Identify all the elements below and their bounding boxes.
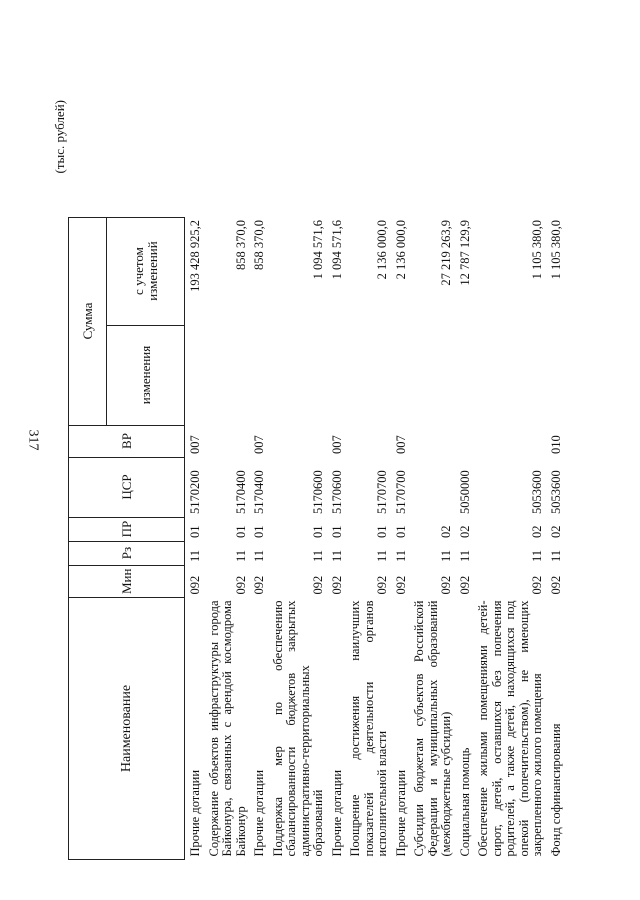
row-vr: 007 (188, 435, 202, 455)
header-vr: ВР (69, 425, 185, 457)
row-vr (472, 425, 545, 457)
row-csr: 5053600 (530, 470, 544, 515)
row-rz: 11 (233, 549, 248, 563)
table-row (390, 217, 409, 859)
row-changes (472, 325, 545, 425)
row-csr: 5170600 (329, 470, 344, 515)
row-csr: 5170200 (188, 470, 202, 515)
row-rz: 11 (530, 549, 544, 563)
row-vr: 007 (329, 435, 344, 455)
row-total: 1 105 380,0 (530, 220, 544, 280)
row-pr: 01 (375, 525, 389, 539)
row-min: 092 (375, 575, 389, 595)
row-name: Содержание объектов инфраструктуры города Байконура, связанных с арендой космодрома Байконур (206, 600, 248, 857)
row-changes (545, 325, 564, 425)
row-changes (326, 325, 345, 425)
row-total: 2 136 000,0 (375, 220, 389, 280)
row-name: Прочие дотации (188, 769, 202, 857)
row-csr: 5050000 (457, 470, 472, 515)
row-vr (454, 425, 473, 457)
row-total: 27 219 263,9 (439, 220, 453, 286)
page-number: 317 (25, 429, 41, 451)
row-total: 12 787 129,9 (457, 220, 472, 286)
row-pr: 01 (393, 525, 408, 539)
row-rz: 11 (439, 549, 453, 563)
row-total: 1 105 380,0 (548, 220, 563, 280)
row-min: 092 (329, 575, 344, 595)
table-row (454, 217, 473, 859)
row-vr: 007 (393, 435, 408, 455)
table-row (185, 217, 203, 859)
row-pr: 01 (329, 525, 344, 539)
row-rz: 11 (252, 549, 266, 563)
row-csr: 5170400 (252, 470, 266, 515)
units-note: (тыс. рублей) (52, 100, 67, 174)
row-csr: 5170400 (233, 470, 248, 515)
header-rz: Рз (69, 541, 185, 565)
header-sum: Сумма (69, 217, 107, 425)
header-name: Наименование (69, 598, 185, 860)
row-name: Субсидии бюджетам субъектов Российской Федерации и муниципальных образований (межбюджетные субсидии) (412, 600, 453, 857)
table-row (472, 217, 545, 859)
header-with-changes-line2: изменений (144, 241, 160, 301)
row-name: Прочие дотации (329, 769, 344, 857)
row-pr: 01 (233, 525, 248, 539)
row-min: 092 (457, 575, 472, 595)
budget-table (68, 217, 563, 860)
row-changes (390, 325, 409, 425)
row-changes (267, 325, 326, 425)
row-pr: 02 (530, 525, 544, 539)
row-total: 1 094 571,6 (329, 220, 344, 280)
row-name: Поддержка мер по обеспечению сбалансированности бюджетов закрытых административно-территориальных образований (270, 600, 325, 857)
row-rz: 11 (393, 549, 408, 563)
row-name: Прочие дотации (393, 769, 408, 857)
row-min: 092 (311, 575, 325, 595)
row-min: 092 (548, 575, 563, 595)
row-name: Обеспечение жилыми помещениями детей-сирот, детей, оставшихся без попечения родителей, а также детей, находящихся под опекой (попечительством), не имеющих закрепленного жилого помещения (476, 600, 544, 857)
row-changes (454, 325, 473, 425)
row-total: 2 136 000,0 (393, 220, 408, 280)
row-name: Фонд софинансирования (548, 723, 563, 857)
row-csr (408, 457, 454, 517)
header-csr: ЦСР (69, 457, 185, 517)
row-total: 858 370,0 (233, 220, 248, 271)
row-total: 193 428 925,2 (188, 220, 202, 292)
row-min: 092 (252, 575, 266, 595)
row-changes (344, 325, 390, 425)
row-min: 092 (439, 575, 453, 595)
row-name: Прочие дотации (252, 769, 266, 857)
row-csr: 5170700 (375, 470, 389, 515)
row-pr: 01 (188, 525, 202, 539)
row-vr (203, 425, 249, 457)
row-vr: 007 (252, 435, 266, 455)
row-rz: 11 (375, 549, 389, 563)
row-rz: 11 (188, 549, 202, 563)
table-row (326, 217, 345, 859)
row-rz: 11 (548, 549, 563, 563)
row-changes (248, 325, 267, 425)
row-pr: 01 (252, 525, 266, 539)
header-min: Мин (69, 565, 185, 597)
row-name: Социальная помощь (457, 747, 472, 857)
row-min: 092 (530, 575, 544, 595)
row-total: 1 094 571,6 (311, 220, 325, 280)
row-pr: 01 (311, 525, 325, 539)
row-changes (203, 325, 249, 425)
row-pr: 02 (457, 525, 472, 539)
row-changes (185, 325, 203, 425)
row-pr: 02 (439, 525, 453, 539)
header-with-changes (107, 217, 185, 325)
header-changes: изменения (107, 325, 185, 425)
row-rz: 11 (329, 549, 344, 563)
table-row (545, 217, 564, 859)
row-csr: 5053600 (548, 470, 563, 515)
row-min: 092 (188, 575, 202, 595)
row-rz: 11 (311, 549, 325, 563)
row-vr: 010 (548, 435, 563, 455)
row-pr: 02 (548, 525, 563, 539)
table-row (408, 217, 454, 859)
row-vr (408, 425, 454, 457)
row-min: 092 (233, 575, 248, 595)
table-row (267, 217, 326, 859)
row-total: 858 370,0 (252, 220, 266, 271)
table-row (344, 217, 390, 859)
row-csr: 5170700 (393, 470, 408, 515)
header-with-changes-line1: с учетом (130, 247, 146, 295)
row-name: Поощрение достижения наилучших показателей деятельности органов исполнительной власти (348, 600, 389, 857)
row-vr (344, 425, 390, 457)
table-row (248, 217, 267, 859)
row-csr: 5170600 (311, 470, 325, 515)
row-changes (408, 325, 454, 425)
table-row (203, 217, 249, 859)
row-min: 092 (393, 575, 408, 595)
row-rz: 11 (457, 549, 472, 563)
header-pr: ПР (69, 517, 185, 541)
row-vr (267, 425, 326, 457)
